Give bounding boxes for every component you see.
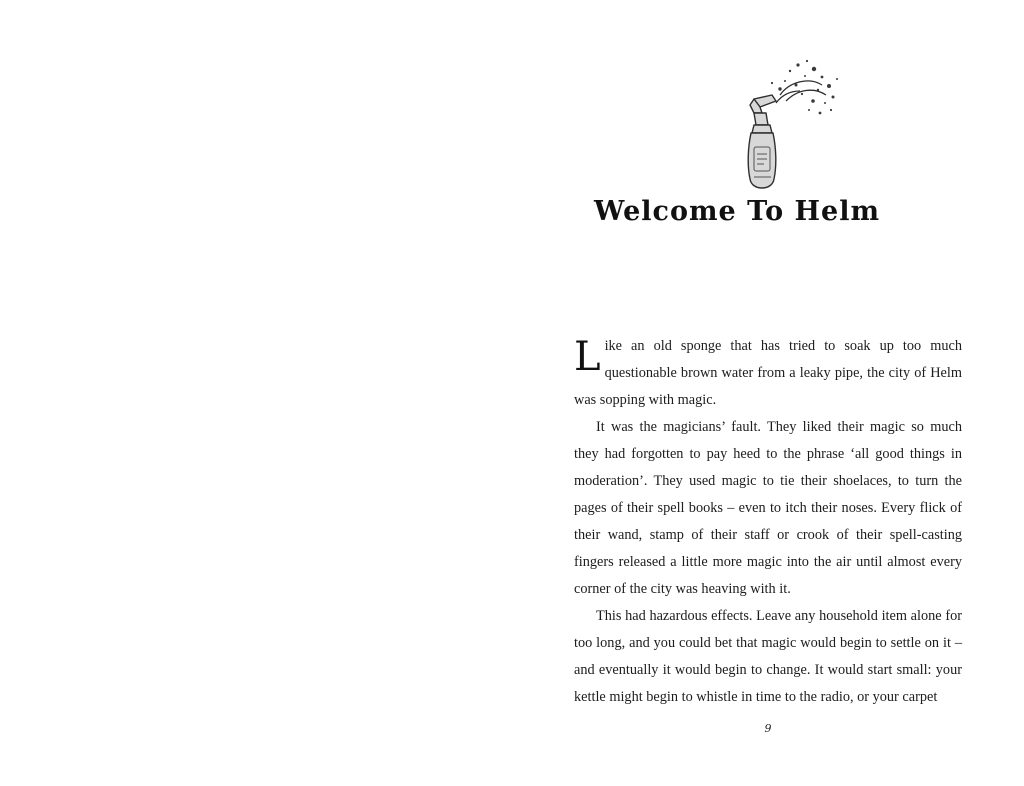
spray-bottle-with-sparkles-illustration bbox=[710, 55, 840, 195]
book-right-page bbox=[512, 0, 1024, 786]
paragraph-1 bbox=[574, 333, 962, 414]
paragraph-3: This had hazardous effects. Leave any household item alone for too long, and you could bet that magic would begin to settle on it – and eventually it would begin to change. It would start small: your kettle might begin to whistle in time to the radio, or your carpet bbox=[574, 608, 962, 705]
paragraph-2: It was the magicians’ fault. They liked their magic so much they had forgotten to pay heed to the phrase ‘all good things in moderation’. They used magic to tie their shoelaces, to turn the pages of their spell books – even to itch their noses. Every flick of their wand, stamp of their staff or crook of their spell-casting fingers released a little more magic into the air until almost every corner of the city was heaving with it. bbox=[574, 419, 962, 597]
paragraph-1-text: ike an old sponge that has tried to soak up too much questionable brown water from a leaky pipe, the city of Helm was sopping with magic. bbox=[574, 338, 962, 408]
chapter-title: Welcome To Helm bbox=[593, 196, 881, 227]
drop-cap-letter: L bbox=[574, 334, 601, 380]
page-number: 9 bbox=[764, 722, 772, 735]
chapter-body-text bbox=[574, 333, 962, 711]
